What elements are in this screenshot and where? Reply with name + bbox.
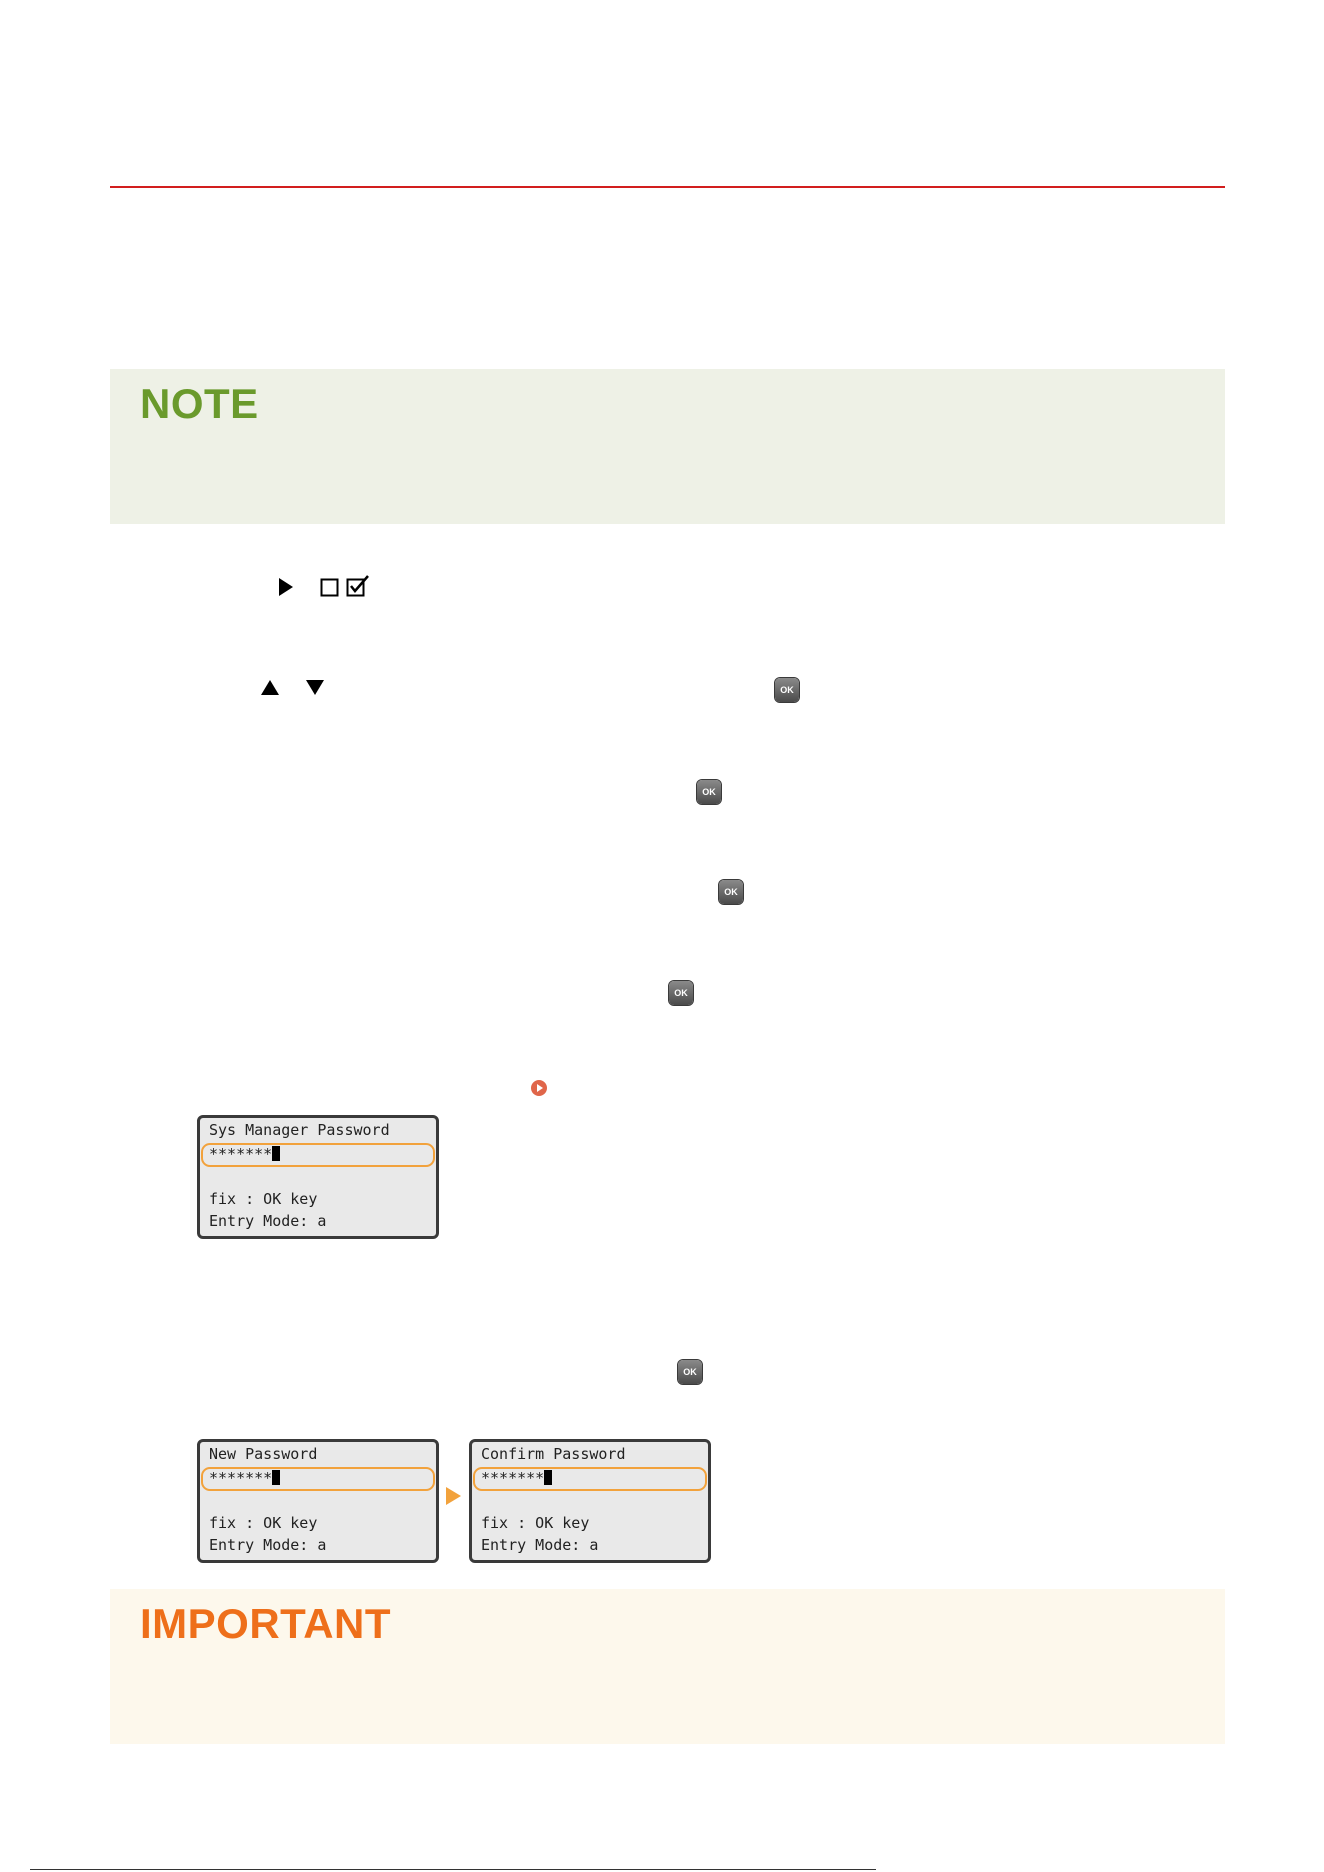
link-arrow-icon[interactable] (531, 1080, 547, 1096)
confirm-password-screen (469, 1439, 711, 1563)
text-cursor (544, 1470, 552, 1485)
fix-hint: fix : OK key (209, 1190, 318, 1208)
password-value: ******* (481, 1469, 545, 1487)
footer-divider (30, 1869, 876, 1870)
text-cursor (272, 1470, 280, 1485)
entry-mode: Entry Mode: a (209, 1212, 327, 1230)
up-arrow-icon (260, 679, 280, 700)
checkbox-checked-icon (346, 574, 370, 601)
password-field (209, 1469, 280, 1487)
ok-key-icon: OK (775, 678, 799, 702)
ok-key-icon: OK (697, 780, 721, 804)
text-cursor (272, 1146, 280, 1161)
note-title: NOTE (140, 380, 259, 427)
important-title: IMPORTANT (140, 1600, 392, 1647)
down-arrow-icon (305, 679, 325, 700)
fix-hint: fix : OK key (209, 1514, 318, 1532)
password-value: ******* (209, 1469, 273, 1487)
fix-hint: fix : OK key (481, 1514, 590, 1532)
password-field (209, 1145, 280, 1163)
screen-title: Sys Manager Password (209, 1121, 390, 1139)
entry-mode: Entry Mode: a (481, 1536, 599, 1554)
sys-manager-password-screen (197, 1115, 439, 1239)
password-value: ******* (209, 1145, 273, 1163)
ok-key-icon: OK (669, 981, 693, 1005)
next-arrow-icon (446, 1487, 461, 1505)
new-password-screen (197, 1439, 439, 1563)
password-field (481, 1469, 552, 1487)
screen-title: Confirm Password (481, 1445, 626, 1463)
entry-mode: Entry Mode: a (209, 1536, 327, 1554)
ok-key-icon: OK (678, 1360, 702, 1384)
ok-key-icon: OK (719, 880, 743, 904)
play-icon (278, 577, 294, 601)
screen-title: New Password (209, 1445, 318, 1463)
note-box (110, 369, 1225, 524)
section-divider (110, 186, 1225, 188)
checkbox-empty-icon (320, 578, 339, 601)
